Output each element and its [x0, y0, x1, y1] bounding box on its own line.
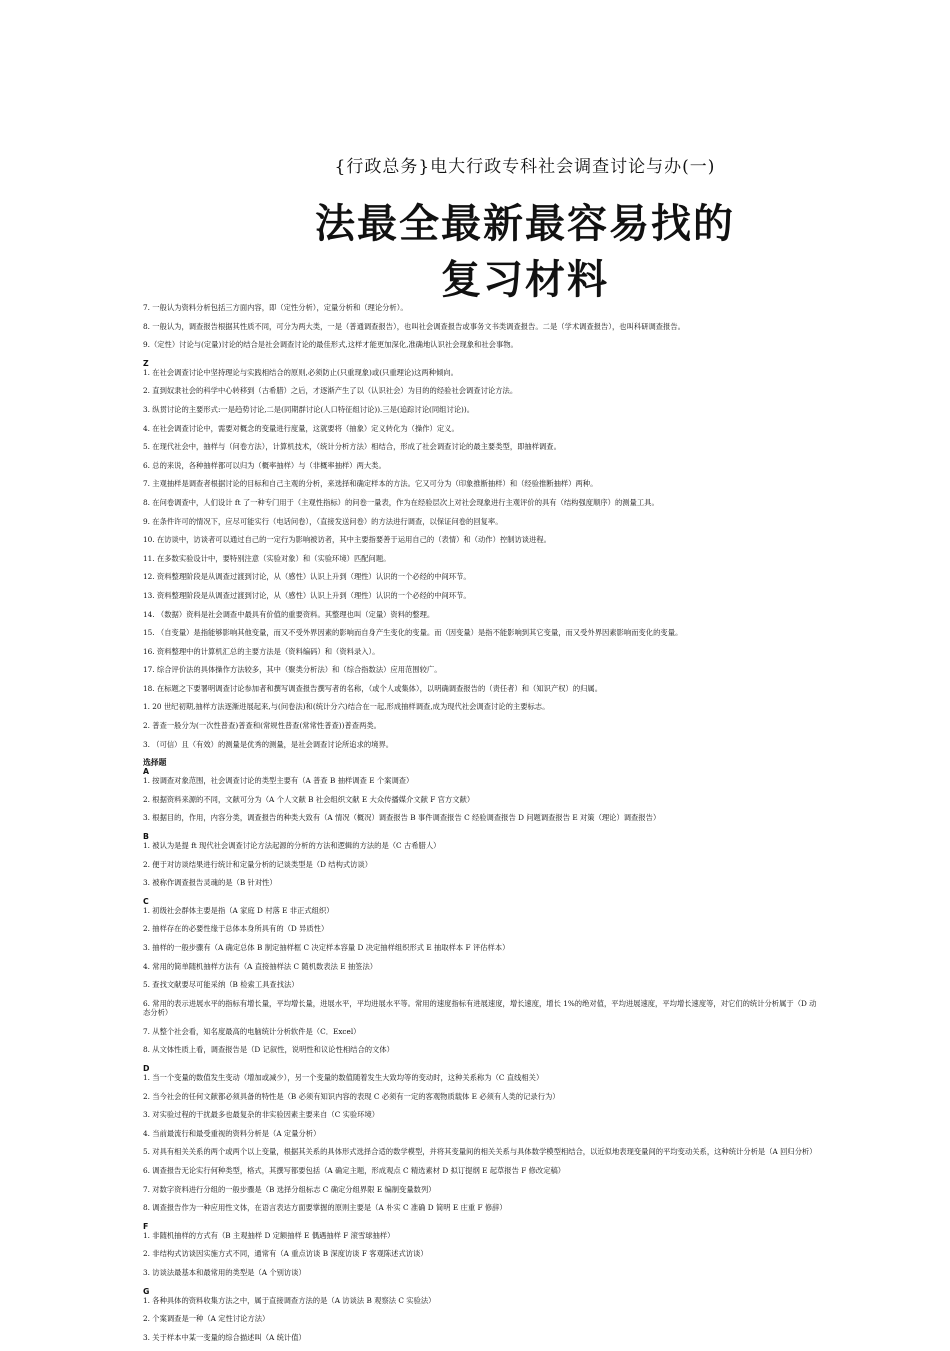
- body-line: 3. 对实验过程的干扰最多也最复杂的非实验因素主要来自（C 实验环境）: [143, 1110, 380, 1120]
- document-subtitle: {行政总务}电大行政专科社会调查讨论与办(一): [334, 157, 716, 177]
- section-heading: 选择题: [143, 758, 167, 768]
- body-line: 2. 根据资料来源的不同，文献可分为（A 个人文献 B 社会组织文献 E 大众传播媒介文献 F 官方文献）: [143, 794, 475, 804]
- body-line: 8. 在问卷调查中，人们设计 ft 了一种专门用于（主观性指标）的问卷一量表，作为在经验层次上对社会现象进行主观评价的具有（结构强度顺序）的测量工具。: [143, 497, 659, 507]
- document-body: [143, 303, 823, 1351]
- body-line: 2. 非结构式访谈因实施方式不同，通常有（A 重点访谈 B 深度访谈 F 客观陈述式访谈）: [143, 1249, 428, 1259]
- body-line: 3. 纵贯讨论的主要形式:一是趋势讨论,二是(同期群讨论(人口特征组讨论)).三是(追踪讨论(同组讨论))。: [143, 404, 475, 414]
- body-line: 6. 调查报告无论实行何种类型，格式，其撰写都要包括（A 确定主题，形成观点 C 精选素材 D 拟订提纲 E 起草报告 F 修改定稿）: [143, 1165, 566, 1175]
- body-line: 3. 访谈法最基本和最常用的类型是（A 个别访谈）: [143, 1267, 306, 1277]
- body-line: 13. 资料整理阶段是从调查过渡到讨论，从（感性）认识上升到（理性）认识的一个必经的中间环节。: [143, 590, 471, 600]
- body-line: 2. 普查一般分为(一次性普查)普查和(常规性普查(常常性普查))普查两类。: [143, 721, 381, 731]
- body-line: 7. 对数字资料进行分组的一般步骤是（B 选择分组标志 C 确定分组界限 E 编制变量数列）: [143, 1184, 436, 1194]
- body-line: 4. 在社会调查讨论中，需要对概念的变量进行度量，这就要将（抽象）定义转化为（操作）定义。: [143, 423, 459, 433]
- section-heading: Z: [143, 358, 149, 368]
- body-line: 6. 常用的表示进展水平的指标有增长量，平均增长量，进展水平，平均进展水平等。常用的速度指标有进展速度，增长速度，增长 1%的绝对值，平均进展速度，平均增长速度等，对它们的统计分析属于（D 动态分析）: [143, 998, 817, 1018]
- body-line: 2. 直到奴隶社会的科学中心转移到（古希腊）之后，才逐渐产生了以（认识社会）为目的的经验社会调查讨论方法。: [143, 386, 518, 396]
- body-line: 1. 在社会调查讨论中坚持理论与实践相结合的原则,必须防止(只重现象)或(只重理论)这两种倾向。: [143, 367, 458, 377]
- body-line: 2. 便于对访谈结果进行统计和定量分析的记谈类型是（D 结构式访谈）: [143, 859, 373, 869]
- document-title-line-2: 复习材料: [441, 257, 609, 303]
- section-heading: A: [143, 767, 150, 777]
- body-line: 9. 在条件许可的情况下，应尽可能实行（电话问卷），（直接发送问卷）的方法进行调查，以保证问卷的回复率。: [143, 516, 503, 526]
- body-line: 3. 根据目的，作用，内容分类，调查报告的种类大致有（A 情况（概况）调查报告 B 事件调查报告 C 经验调查报告 D 问题调查报告 E 对策（理论）调查报告）: [143, 813, 661, 823]
- body-line: 6. 总的来说，各种抽样都可以归为（概率抽样）与（非概率抽样）两大类。: [143, 460, 386, 470]
- section-heading: B: [143, 832, 149, 842]
- body-line: 3. 抽样的一般步骤有（A 确定总体 B 制定抽样框 C 决定样本容量 D 决定抽样组织形式 E 抽取样本 F 评估样本）: [143, 943, 510, 952]
- body-line: 17. 综合评价法的具体操作方法较多，其中（聚类分析法）和（综合指数法）应用范围较广。: [143, 665, 442, 675]
- body-line: 1. 初级社会群体主要是指（A 家庭 D 村落 E 非正式组织）: [143, 905, 334, 915]
- body-line: 1. 非随机抽样的方式有（B 主观抽样 D 定额抽样 E 偶遇抽样 F 滚雪球抽样）: [143, 1230, 395, 1240]
- body-line: 3. （可信）且（有效）的测量是优秀的测量，是社会调查讨论所追求的境界。: [143, 739, 394, 749]
- body-line: 1. 被认为是提 ft 现代社会调查讨论方法起源的分析的方法和逻辑的方法的是（C 古希腊人）: [143, 841, 441, 851]
- body-line: 3. 关于样本中某一变量的综合描述叫（A 统计值）: [143, 1332, 306, 1342]
- body-line: 1. 20 世纪初期,抽样方法逐渐进展起来,与(问卷法)和(统计分六)结合在一起,形成抽样调查,成为现代社会调查讨论的主要标志。: [143, 702, 550, 712]
- body-line: 12. 资料整理阶段是从调查过渡到讨论，从（感性）认识上升到（理性）认识的一个必经的中间环节。: [143, 572, 471, 582]
- section-heading: G: [143, 1286, 150, 1296]
- body-line: 15. （自变量）是指能够影响其他变量，而又不受外界因素的影响而自身产生变化的变量。而（因变量）是指不能影响到其它变量，而又受外界因素影响而变化的变量。: [143, 628, 683, 638]
- body-line: 1. 各种具体的资料收集方法之中，属于直接调查方法的是（A 访谈法 B 观察法 C 实验法）: [143, 1295, 436, 1305]
- body-line: 11. 在多数实验设计中，要特别注意（实验对象）和（实验环境）匹配问题。: [143, 553, 391, 563]
- section-heading: C: [143, 896, 149, 906]
- section-heading: F: [143, 1221, 149, 1231]
- body-line: 4. 常用的简单随机抽样方法有（A 直接抽样法 C 随机数表法 E 抽签法）: [143, 961, 378, 971]
- body-line: 1. 当一个变量的数值发生变动（增加或减少），另一个变量的数值随着发生大致均等的变动时，这种关系称为（C 直线相关）: [143, 1072, 544, 1082]
- body-line: 5. 对具有相关关系的两个或两个以上变量，根据其关系的具体形式选择合适的数学模型，并将其变量间的相关关系与具体数学模型相结合，以近似地表现变量间的平均变动关系，这种统计分析是（A 回归分析）: [143, 1147, 817, 1157]
- body-line: 8. 从文体性质上看，调查报告是（D 记叙性，说明性和议论性相结合的文体）: [143, 1045, 394, 1055]
- section-heading: D: [143, 1063, 150, 1073]
- document-title-line-1: 法最全最新最容易找的: [315, 201, 735, 247]
- body-line: 7. 从整个社会看，知名度最高的电脑统计分析软件是（C．Excel）: [143, 1026, 361, 1036]
- body-line: 2. 个案调查是一种（A 定性讨论方法）: [143, 1314, 270, 1324]
- body-line: 2. 当今社会的任何文献都必须具备的特性是（B 必须有知识内容的表现 C 必须有一定的客观物质载体 E 必须有人类的记录行为）: [143, 1091, 560, 1101]
- body-line: 1. 按调查对象范围，社会调查讨论的类型主要有（A 普查 B 抽样调查 E 个案调查）: [143, 776, 414, 786]
- body-line: 3. 被称作调查报告灵魂的是（B 针对性）: [143, 878, 277, 888]
- body-line: 5. 查找文献要尽可能采纳（B 检索工具查找法）: [143, 980, 299, 990]
- body-line: 14. （数据）资料是社会调查中最具有价值的重要资料。其整理也叫（定量）资料的整理。: [143, 609, 435, 619]
- body-line: 18. 在标题之下要署明调查讨论参加者和撰写调查报告撰写者的名称，（或个人或集体），以明确调查报告的（责任者）和（知识产权）的归属。: [143, 683, 603, 693]
- body-line: 5. 在现代社会中，抽样与（问卷方法），计算机技术，（统计分析方法）相结合，形成了社会调查讨论的最主要类型，即抽样调查。: [143, 442, 561, 452]
- body-line: 8. 一般认为，调查报告根据其性质不同，可分为两大类，一是（普通调查报告），也叫社会调查报告或事务文书类调查报告。二是（学术调查报告），也叫科研调查报告。: [143, 321, 685, 331]
- body-line: 9.（定性）讨论与(定量)讨论的结合是社会调查讨论的最佳形式,这样才能更加深化,准确地认识社会现象和社会事物。: [143, 340, 518, 350]
- body-line: 10. 在访谈中，访谈者可以通过自己的一定行为影响被访者，其中主要指要善于运用自己的（表情）和（动作）控制访谈进程。: [143, 535, 551, 545]
- body-line: 2. 抽样存在的必要性缘于总体本身所具有的（D 异质性）: [143, 924, 329, 934]
- body-line: 7. 一般认为资料分析包括三方面内容，即（定性分析），定量分析和（理论分析）。: [143, 303, 408, 312]
- body-line: 16. 资料整理中的计算机汇总的主要方法是（资料编码）和（资料录入）。: [143, 646, 380, 656]
- body-line: 7. 主观抽样是调查者根据讨论的目标和自己主观的分析，来选择和确定样本的方法。它又可分为（印象推断抽样）和（经验推断抽样）两种。: [143, 479, 598, 489]
- body-line: 4. 当前最流行和最受重视的资料分析是（A 定量分析）: [143, 1128, 321, 1138]
- body-line: 8. 调查报告作为一种应用性文体，在语言表达方面要掌握的原则主要是（A 朴实 C 准确 D 简明 E 庄重 F 修辞）: [143, 1203, 507, 1213]
